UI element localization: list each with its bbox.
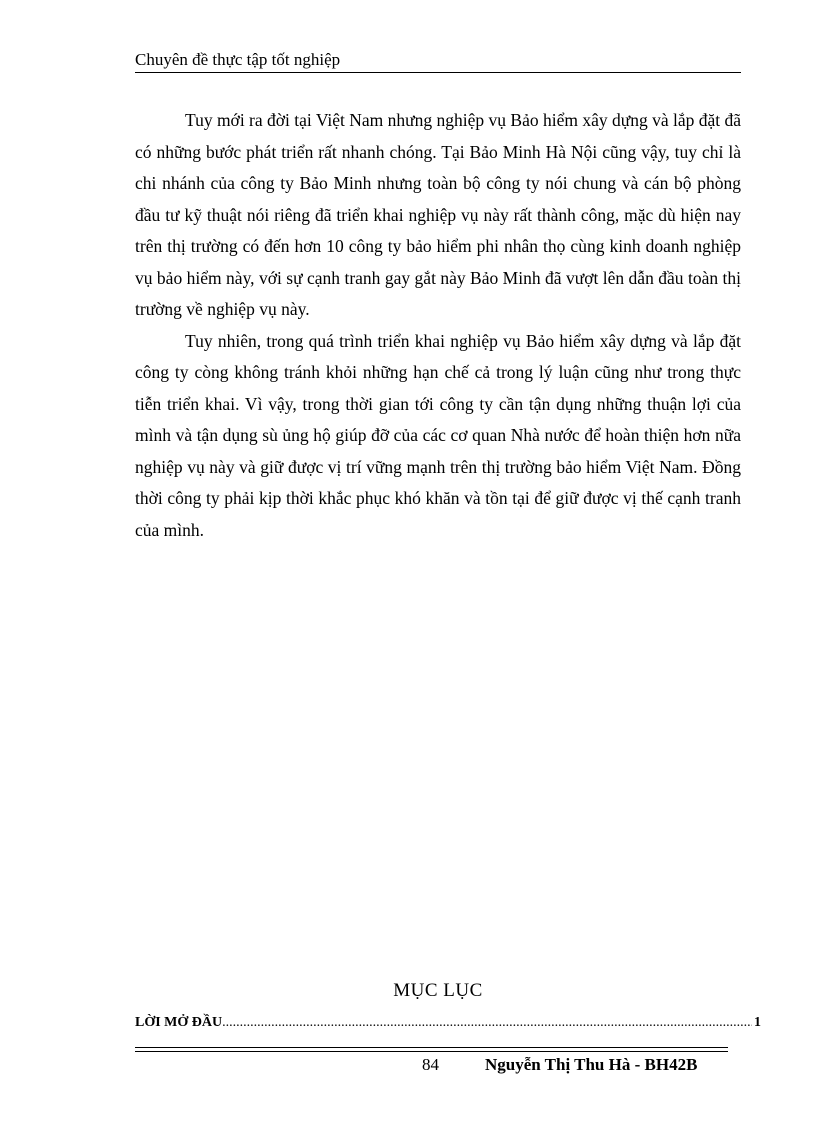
footer-author: Nguyễn Thị Thu Hà - BH42B	[485, 1055, 698, 1074]
header-title: Chuyên đề thực tập tốt nghiệp	[135, 50, 341, 69]
page-footer	[135, 1055, 728, 1077]
toc-entry-page[interactable]: 1	[754, 1015, 761, 1030]
page-header	[135, 50, 741, 73]
toc-title: MỤC LỤC	[393, 980, 483, 1001]
footer-divider	[135, 1047, 728, 1052]
toc-entry[interactable]	[135, 1015, 761, 1031]
paragraph-2: Tuy nhiên, trong quá trình triển khai nghiệp vụ Bảo hiểm xây dựng và lắp đặt công ty còng không tránh khỏi những hạn chế cả trong lý luận cũng như trong thực tiễn triển khai. Vì vậy, trong thời gian tới công ty cần tận dụng những thuận lợi của mình và tận dụng sù ủng hộ giúp đỡ của các cơ quan Nhà nước để hoàn thiện hơn nữa nghiệp vụ này và giữ được vị trí vững mạnh trên thị trường bảo hiểm Việt Nam. Đồng thời công ty phải kịp thời khắc phục khó khăn và tồn tại để giữ được vị thế cạnh tranh của mình.	[135, 330, 741, 540]
page-number: 84	[422, 1055, 439, 1074]
toc-dot-leader	[222, 1015, 752, 1031]
toc-entry-label[interactable]: LỜI MỞ ĐẦU	[135, 1015, 223, 1030]
body-text	[135, 105, 741, 546]
paragraph-1: Tuy mới ra đời tại Việt Nam nhưng nghiệp vụ Bảo hiểm xây dựng và lắp đặt đã có những bước phát triển rất nhanh chóng. Tại Bảo Minh Hà Nội cũng vậy, tuy chỉ là chi nhánh của công ty Bảo Minh nhưng toàn bộ công ty nói chung và cán bộ phòng đầu tư kỹ thuật nói riêng đã triển khai nghiệp vụ này rất thành công, mặc dù hiện nay trên thị trường có đến hơn 10 công ty bảo hiểm phi nhân thọ cùng kinh doanh nghiệp vụ bảo hiểm này, với sự cạnh tranh gay gắt này Bảo Minh đã vượt lên dẫn đầu toàn thị trường về nghiệp vụ này.	[135, 110, 742, 319]
